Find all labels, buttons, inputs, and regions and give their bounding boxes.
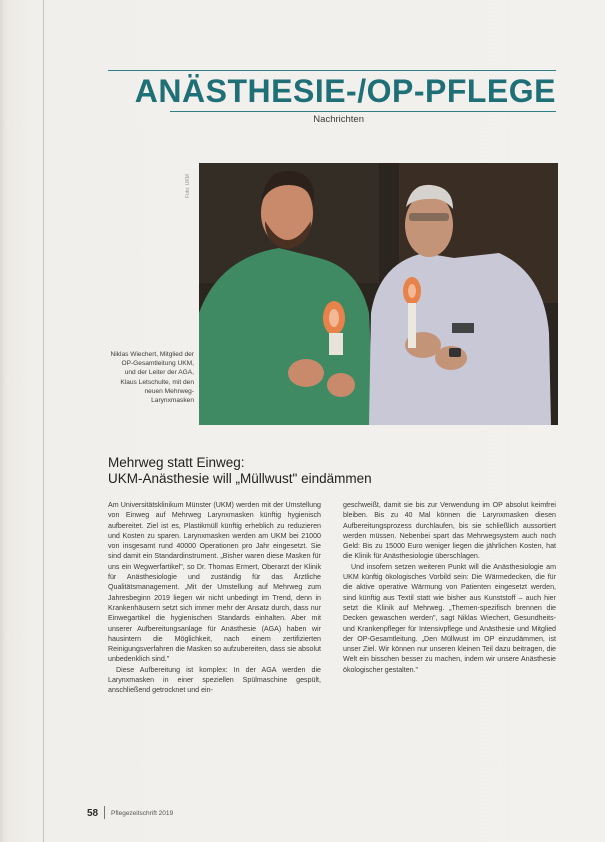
header-rule-bottom (170, 111, 556, 112)
section-title: ANÄSTHESIE-/OP-PFLEGE (134, 73, 556, 109)
headline-line-2: UKM-Anästhesie will „Müllwust" eindämmen (108, 471, 372, 486)
photo-credit: Foto: UKM (185, 174, 191, 198)
article-photo (199, 163, 558, 425)
article-headline (108, 455, 528, 487)
page-number: 58 (87, 808, 99, 819)
article-column-left (108, 500, 321, 696)
photo-caption: Niklas Wiechert, Mitglied der OP-Gesamtleitung UKM, und der Leiter der AGA, Klaus Letschulte, mit den neuen Mehrweg-Larynxmasken (110, 351, 194, 405)
binding-edge (43, 0, 44, 842)
paragraph: Und insofern setzen weiteren Punkt will die Anästhesiologie am UKM künftig ökologisches Vorbild sein: Die Wärmedecken, die für die aktive operative Wärmung von Patienten eingesetzt werden, sind künftig aus Textil statt wie bisher aus Kunststoff – auch hier setzt die Klinik auf Mehrweg. „Themen-spezifisch brennen die Decken gewaschen werden", sagt Niklas Wiechert, Gesundheits- und Krankenpfleger für Intensivpflege und Anästhesie und Mitglied der OP-Gesamtleitung. „Den Müllwust im OP einzudämmen, ist unser Ziel. Wir können nur unseren kleinen Teil dazu beitragen, die Welt ein bisschen besser zu machen, indem wir unsere Anästhesie ökologischer gestalten." (343, 562, 556, 674)
section-subtitle: Nachrichten (313, 114, 364, 125)
header-rule-top (108, 70, 556, 71)
article-column-right (343, 500, 556, 675)
paragraph: Diese Aufbereitung ist komplex: In der AGA werden die Larynxmasken in einer speziellen Spülmaschine gespült, anschließend getrocknet und ein- (108, 665, 321, 695)
headline-line-1: Mehrweg statt Einweg: (108, 455, 245, 470)
footer-divider (104, 806, 105, 819)
paragraph: geschweißt, damit sie bis zur Verwendung im OP absolut keimfrei bleiben. Bis zu 40 Mal können die Larynxmasken diesen Aufbereitungsprozess durchlaufen, bis sie schließlich aussortiert werden müssen. Nebenbei spart das Mehrwegsystem auch noch Geld: Bis zu 15000 Euro weniger liegen die jährlichen Kosten, hat die Klinik für Anästhesiologie überschlagen. (343, 501, 556, 561)
paragraph: Am Universitätsklinikum Münster (UKM) werden mit der Umstellung von Einweg auf Mehrweg Larynxmasken künftig hygienisch aufbereitet. Ziel ist es, Plastikmüll künftig erheblich zu reduzieren und Kosten zu sparen. Larynxmasken werden am UKM bei 21000 von insgesamt rund 40000 Operationen pro Jahr eingesetzt. Sie sind damit ein Standardinstrument. „Bisher waren diese Masken für uns ein Wegwerfartikel", so Dr. Thomas Ermert, Oberarzt der Klinik für Anästhesiologie und zuständig für das Ärztliche Qualitätsmanagement. „Mit der Umstellung auf Mehrweg zum Jahresbeginn 2019 liegen wir nicht unbedingt im Trend, denn in Krankenhäusern setzt sich immer mehr der Ansatz durch, dass nur Einwegartikel die hygienischen Standards einhalten. Aber mit unserer Aufbereitungsanlage für Anästhesie (AGA) haben wir hausintern die Möglichkeit, nach einem zertifizierten Reinigungsverfahren die Masken so aufzubereiten, dass sie absolut unbedenklich sind." (108, 501, 321, 664)
publication-name: Pflegezeitschrift 2019 (111, 810, 174, 817)
